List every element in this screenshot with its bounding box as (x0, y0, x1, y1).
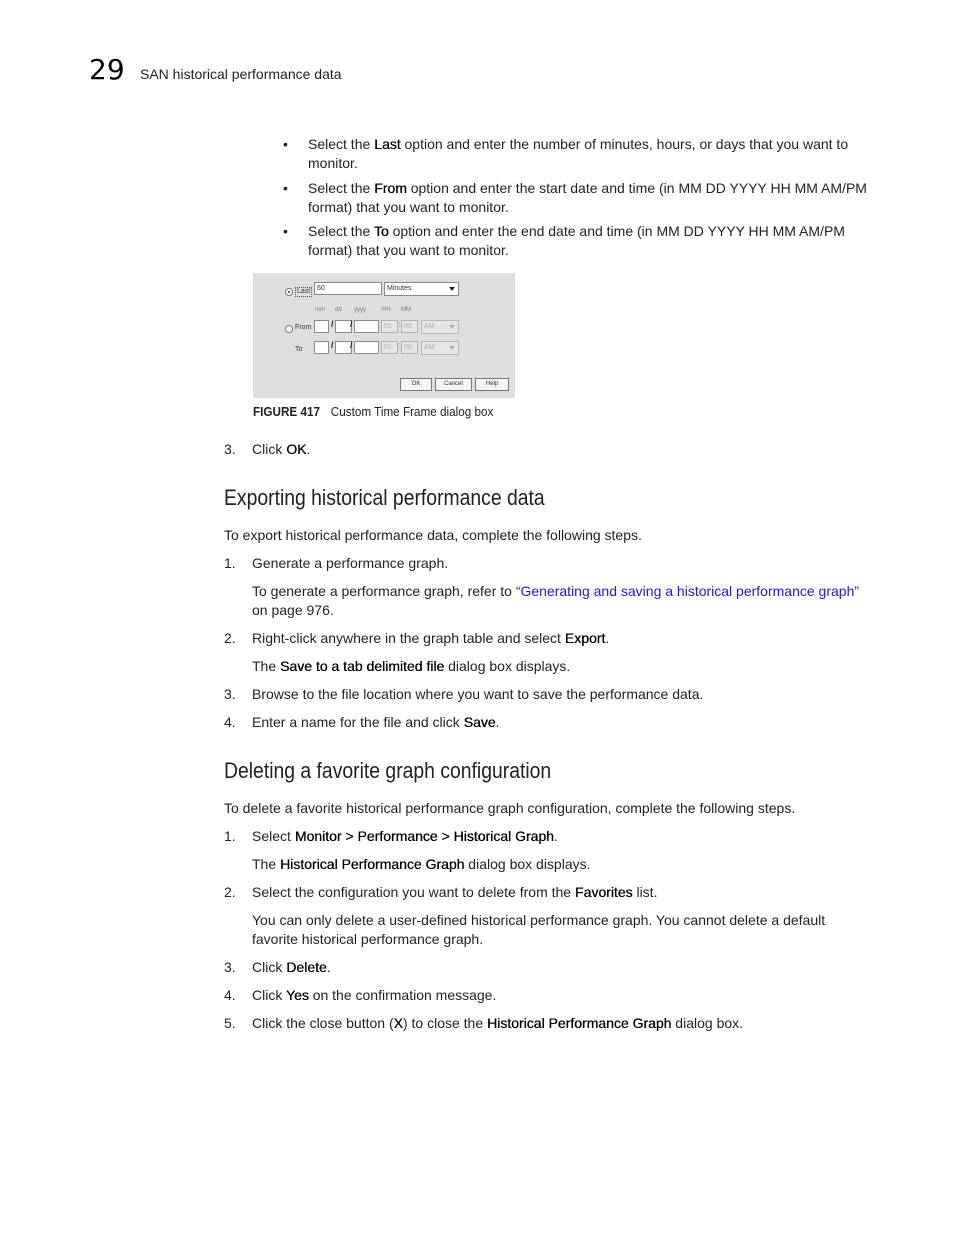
step-number: 4. (224, 714, 236, 730)
bullet-item-from: Select the From option and enter the start date and time (in MM DD YYYY HH MM AM/PM format) that you want to monitor. (308, 180, 867, 215)
chevron-down-icon (449, 325, 455, 329)
step-number: 1. (224, 828, 236, 844)
step-number: 3. (224, 441, 236, 457)
unit-dropdown-value: Minutes (387, 285, 412, 292)
from-label: From (295, 324, 312, 331)
delete-step-2: Select the configuration you want to delete from the Favorites list. (252, 884, 658, 900)
section-heading-deleting: Deleting a favorite graph configuration (224, 758, 552, 783)
chapter-number: 29 (89, 53, 125, 86)
ok-button[interactable]: OK (400, 378, 432, 391)
step-number: 4. (224, 987, 236, 1003)
figure-caption (253, 403, 493, 421)
header-dd: dd (335, 307, 342, 313)
delete-intro: To delete a favorite historical performance graph configuration, complete the following steps. (224, 800, 796, 816)
delete-step-5: Click the close button (X) to close the Historical Performance Graph dialog box. (252, 1015, 744, 1031)
export-step-1-detail: To generate a performance graph, refer to “Generating and saving a historical performance graph” on page 976. (252, 583, 860, 618)
bullet-marker: • (283, 223, 288, 239)
to-ampm-value: AM (424, 344, 435, 351)
from-minute-field[interactable]: 00 (401, 320, 418, 333)
chapter-title: SAN historical performance data (140, 66, 342, 82)
date-separator: / (331, 340, 334, 350)
header-hh: HH (382, 307, 391, 313)
date-separator: / (350, 340, 353, 350)
delete-step-3: Click Delete. (252, 959, 331, 975)
from-ampm-value: AM (424, 323, 435, 330)
last-radio[interactable] (285, 288, 293, 296)
export-step-4: Enter a name for the file and click Save. (252, 714, 500, 730)
export-step-3: Browse to the file location where you want to save the performance data. (252, 686, 704, 702)
bullet-item-to: Select the To option and enter the end date and time (in MM DD YYYY HH MM AM/PM format) that you want to monitor. (308, 223, 845, 258)
to-ampm-dropdown[interactable] (421, 341, 459, 355)
last-label: Last (297, 288, 311, 295)
delete-step-2-detail: You can only delete a user-defined historical performance graph. You cannot delete a default favorite historical performance graph. (252, 912, 826, 947)
to-month-field[interactable] (314, 341, 329, 354)
figure-caption-text: Custom Time Frame dialog box (330, 404, 494, 419)
cross-reference-link[interactable]: “Generating and saving a historical performance graph” (515, 583, 860, 599)
header-mm: mm (315, 307, 325, 313)
delete-step-1: Select Monitor > Performance > Historical Graph. (252, 828, 558, 844)
to-minute-field[interactable]: 00 (401, 341, 418, 354)
export-step-2: Right-click anywhere in the graph table and select Export. (252, 630, 610, 646)
delete-step-4: Click Yes on the confirmation message. (252, 987, 497, 1003)
header-min: MM (401, 307, 411, 313)
bullet-marker: • (283, 180, 288, 196)
date-separator: / (331, 319, 334, 329)
unit-dropdown[interactable] (384, 282, 459, 296)
bullet-item-last: Select the Last option and enter the number of minutes, hours, or days that you want to monitor. (308, 136, 849, 171)
cancel-button[interactable]: Cancel (435, 378, 472, 391)
from-month-field[interactable] (314, 320, 329, 333)
export-step-2-detail: The Save to a tab delimited file dialog box displays. (252, 658, 571, 674)
export-step-1: Generate a performance graph. (252, 555, 449, 571)
header-yyyy: yyyy (354, 307, 366, 313)
chevron-down-icon (449, 346, 455, 350)
bullet-marker: • (283, 136, 288, 152)
to-year-field[interactable] (354, 341, 379, 354)
from-hour-field[interactable]: 01 (381, 320, 398, 333)
step-number: 2. (224, 630, 236, 646)
step-number: 3. (224, 959, 236, 975)
step-number: 5. (224, 1015, 236, 1031)
help-button[interactable]: Help (475, 378, 509, 391)
to-label: To (295, 346, 303, 353)
to-hour-field[interactable]: 01 (381, 341, 398, 354)
step-click-ok: Click OK. (252, 441, 311, 457)
export-intro: To export historical performance data, complete the following steps. (224, 527, 642, 543)
time-separator: : (398, 320, 401, 329)
step-number: 1. (224, 555, 236, 571)
delete-step-1-detail: The Historical Performance Graph dialog box displays. (252, 856, 591, 872)
step-number: 2. (224, 884, 236, 900)
date-separator: / (350, 319, 353, 329)
time-separator: : (398, 341, 401, 350)
last-value-field[interactable]: 60 (314, 282, 382, 295)
from-radio[interactable] (285, 325, 293, 333)
chevron-down-icon (449, 287, 455, 291)
section-heading-exporting: Exporting historical performance data (224, 485, 545, 510)
figure-label: FIGURE 417 (253, 404, 320, 419)
step-number: 3. (224, 686, 236, 702)
custom-time-frame-dialog (253, 273, 515, 398)
from-year-field[interactable] (354, 320, 379, 333)
from-ampm-dropdown[interactable] (421, 320, 459, 334)
